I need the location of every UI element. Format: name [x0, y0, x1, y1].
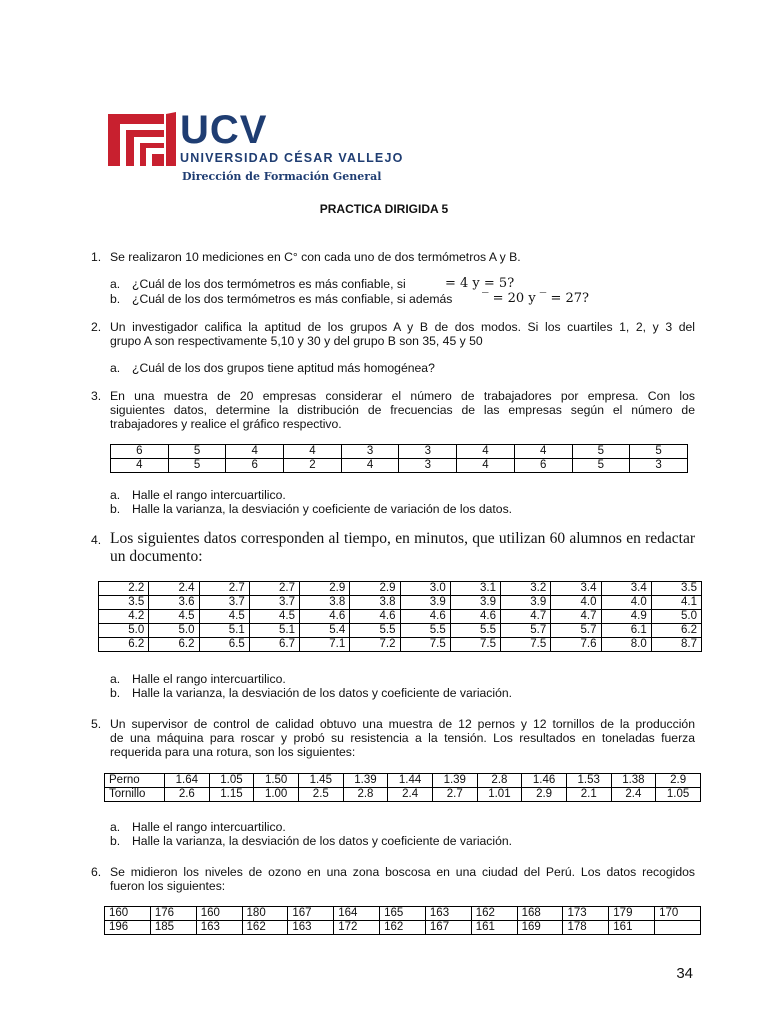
- item-marker: a.: [110, 277, 121, 291]
- department-name: Dirección de Formación General: [182, 170, 382, 183]
- table-cell: 7.6: [551, 638, 601, 652]
- table-row: [105, 774, 701, 788]
- table-cell: 3: [399, 459, 457, 473]
- table-row: [99, 624, 702, 638]
- table-cell: 162: [380, 921, 426, 935]
- table-cell: 4.1: [651, 596, 701, 610]
- table-cell: 6.7: [249, 638, 299, 652]
- question-number: 3.: [91, 389, 102, 403]
- table-cell: 5.5: [450, 624, 500, 638]
- table-cell: 2.9: [522, 788, 567, 802]
- table-cell: 4: [457, 445, 515, 459]
- table-cell: 2.4: [611, 788, 656, 802]
- table-cell: 2.7: [432, 788, 477, 802]
- item-marker: a.: [110, 672, 121, 686]
- table-cell: 179: [609, 907, 655, 921]
- table-cell: 5.7: [551, 624, 601, 638]
- table-cell: 2.4: [388, 788, 433, 802]
- table-cell: 4.6: [350, 610, 400, 624]
- table-cell: 4: [457, 459, 515, 473]
- table-row: [99, 638, 702, 652]
- logo-acronym: UCV: [180, 108, 268, 152]
- table-cell: 2.7: [199, 582, 249, 596]
- table-cell: 180: [242, 907, 288, 921]
- question-text-line: de una máquina para roscar y probó su resistencia a la tensión. Los resultados en toneladas fuerza: [110, 731, 695, 745]
- item-marker: a.: [110, 820, 121, 834]
- table-cell: 2.9: [350, 582, 400, 596]
- table-cell: 7.1: [300, 638, 350, 652]
- data-table-q4: [98, 581, 702, 652]
- table-cell: 4.6: [400, 610, 450, 624]
- table-cell: 2.8: [477, 774, 522, 788]
- table-cell: 3: [399, 445, 457, 459]
- table-cell: 178: [563, 921, 609, 935]
- table-cell: 4.5: [199, 610, 249, 624]
- table-cell: 5.1: [199, 624, 249, 638]
- table-cell: 2.7: [249, 582, 299, 596]
- table-cell: 5.1: [249, 624, 299, 638]
- table-cell: 4.6: [450, 610, 500, 624]
- table-cell: 161: [609, 921, 655, 935]
- question-number: 2.: [91, 320, 102, 334]
- table-cell: 7.5: [501, 638, 551, 652]
- table-cell: 6.2: [149, 638, 199, 652]
- table-cell: 4.0: [551, 596, 601, 610]
- table-cell: 1.44: [388, 774, 433, 788]
- table-cell: 5.7: [501, 624, 551, 638]
- table-cell: 4.0: [601, 596, 651, 610]
- question-text-line: requerida para una rotura, son los siguientes:: [110, 745, 356, 759]
- table-cell: 5.0: [149, 624, 199, 638]
- table-cell: 3: [341, 445, 399, 459]
- table-cell: 1.39: [343, 774, 388, 788]
- table-cell: 173: [563, 907, 609, 921]
- question-text-line: un documento:: [110, 548, 203, 565]
- table-cell: 1.05: [209, 774, 254, 788]
- item-marker: b.: [110, 834, 121, 848]
- table-row: [105, 907, 701, 921]
- table-cell: 3.1: [450, 582, 500, 596]
- table-cell: 161: [471, 921, 517, 935]
- question-text-line: Un supervisor de control de calidad obtuvo una muestra de 12 pernos y 12 tornillos de la producción: [110, 717, 695, 731]
- item-text: Halle la varianza, la desviación de los datos y coeficiente de variación.: [132, 834, 513, 848]
- table-cell: 4.7: [551, 610, 601, 624]
- table-cell: 1.64: [165, 774, 210, 788]
- table-cell: 2.4: [149, 582, 199, 596]
- university-brand: [180, 110, 404, 183]
- table-cell: 5: [630, 445, 688, 459]
- table-cell: 5: [168, 445, 226, 459]
- question-text-line: Se midieron los niveles de ozono en una zona boscosa en una ciudad del Perú. Los datos recogidos: [110, 865, 695, 879]
- table-cell: 4: [341, 459, 399, 473]
- table-cell: 2.8: [343, 788, 388, 802]
- table-cell: 3.9: [450, 596, 500, 610]
- item-marker: a.: [110, 361, 121, 375]
- row-header-cell: Perno: [105, 774, 165, 788]
- table-cell: 3.0: [400, 582, 450, 596]
- table-cell: 3.9: [501, 596, 551, 610]
- question-text: Se realizaron 10 mediciones en C° con cada uno de dos termómetros A y B.: [110, 250, 521, 264]
- table-cell: 1.00: [254, 788, 299, 802]
- table-cell: 1.39: [432, 774, 477, 788]
- table-cell: 2.9: [300, 582, 350, 596]
- page-number: 34: [676, 965, 693, 982]
- item-text: Halle el rango intercuartilico.: [132, 488, 286, 502]
- item-text: ¿Cuál de los dos termómetros es más confiable, si además: [132, 292, 453, 306]
- table-cell: 1.45: [298, 774, 343, 788]
- table-cell: 162: [471, 907, 517, 921]
- item-marker: a.: [110, 488, 121, 502]
- table-cell: 3.8: [300, 596, 350, 610]
- table-cell: 3: [630, 459, 688, 473]
- table-cell: 3.4: [551, 582, 601, 596]
- table-cell: 1.15: [209, 788, 254, 802]
- table-row: [105, 921, 701, 935]
- table-row: [99, 596, 702, 610]
- table-cell: 5: [168, 459, 226, 473]
- question-number: 6.: [91, 865, 102, 879]
- table-cell: 4.5: [149, 610, 199, 624]
- table-cell: 6: [514, 459, 572, 473]
- table-cell: 4: [111, 459, 169, 473]
- table-cell: 3.6: [149, 596, 199, 610]
- data-table-q3: [110, 444, 688, 473]
- table-cell: 3.9: [400, 596, 450, 610]
- table-cell: 169: [517, 921, 563, 935]
- item-marker: b.: [110, 686, 121, 700]
- question-text-line: Un investigador califica la aptitud de los grupos A y B de dos modos. Si los cuartiles 1, 2, y 3 del: [110, 320, 695, 334]
- item-marker: b.: [110, 292, 121, 306]
- table-cell: 3.8: [350, 596, 400, 610]
- table-cell: 4.9: [601, 610, 651, 624]
- table-cell: 163: [425, 907, 471, 921]
- table-cell: 1.46: [522, 774, 567, 788]
- item-text: ¿Cuál de los dos termómetros es más confiable, si: [132, 277, 406, 291]
- table-row: [105, 788, 701, 802]
- item-math: ‾ = 20 y ‾ = 27?: [482, 291, 589, 306]
- table-row: [111, 459, 688, 473]
- table-cell: 6.2: [99, 638, 149, 652]
- table-cell: 172: [334, 921, 380, 935]
- question-text-line: En una muestra de 20 empresas considerar el número de trabajadores por empresa. Con los: [110, 389, 695, 403]
- table-cell: 2.9: [656, 774, 701, 788]
- table-cell: 2.6: [165, 788, 210, 802]
- item-text: Halle el rango intercuartilico.: [132, 820, 286, 834]
- page-title: PRACTICA DIRIGIDA 5: [319, 202, 449, 216]
- table-cell: 4.6: [300, 610, 350, 624]
- table-cell: 5: [572, 445, 630, 459]
- table-cell: 167: [288, 907, 334, 921]
- table-cell: 2.5: [298, 788, 343, 802]
- row-header-cell: Tornillo: [105, 788, 165, 802]
- table-cell: 4: [514, 445, 572, 459]
- table-cell: 5.5: [400, 624, 450, 638]
- table-cell: 1.01: [477, 788, 522, 802]
- table-cell: 168: [517, 907, 563, 921]
- table-cell: 3.4: [601, 582, 651, 596]
- table-cell: 8.7: [651, 638, 701, 652]
- table-cell: [655, 921, 701, 935]
- question-text-line: Los siguientes datos corresponden al tiempo, en minutos, que utilizan 60 alumnos en redactar: [110, 530, 695, 547]
- table-cell: 5.4: [300, 624, 350, 638]
- question-text-line: grupo A son respectivamente 5,10 y 30 y del grupo B son 35, 45 y 50: [110, 334, 483, 348]
- table-cell: 6.2: [651, 624, 701, 638]
- table-row: [99, 610, 702, 624]
- table-cell: 6.1: [601, 624, 651, 638]
- table-row: [99, 582, 702, 596]
- table-cell: 4.7: [501, 610, 551, 624]
- table-cell: 2: [284, 459, 342, 473]
- table-cell: 170: [655, 907, 701, 921]
- table-cell: 185: [150, 921, 196, 935]
- question-number: 4.: [91, 533, 102, 547]
- ucv-logo-emblem: [106, 110, 178, 170]
- table-cell: 6.5: [199, 638, 249, 652]
- table-cell: 3.7: [249, 596, 299, 610]
- table-cell: 8.0: [601, 638, 651, 652]
- table-cell: 1.05: [656, 788, 701, 802]
- data-table-q6: [104, 906, 701, 935]
- item-text: Halle la varianza, la desviación de los datos y coeficiente de variación.: [132, 686, 513, 700]
- table-cell: 2.1: [566, 788, 611, 802]
- table-cell: 4: [226, 445, 284, 459]
- table-cell: 196: [105, 921, 151, 935]
- question-number: 5.: [91, 717, 102, 731]
- table-cell: 1.50: [254, 774, 299, 788]
- table-cell: 165: [380, 907, 426, 921]
- item-math: = 4 y = 5?: [445, 276, 515, 291]
- table-cell: 5.0: [651, 610, 701, 624]
- table-cell: 1.38: [611, 774, 656, 788]
- data-table-q5: [104, 773, 701, 802]
- table-cell: 3.5: [99, 596, 149, 610]
- question-text-line: siguientes datos, determine la distribución de frecuencias de las empresas según el número de: [110, 403, 695, 417]
- table-cell: 167: [425, 921, 471, 935]
- question-text-line: trabajadores y realice el gráfico respectivo.: [110, 417, 342, 431]
- table-cell: 6: [111, 445, 169, 459]
- table-cell: 4: [284, 445, 342, 459]
- table-cell: 176: [150, 907, 196, 921]
- table-cell: 163: [288, 921, 334, 935]
- table-cell: 162: [242, 921, 288, 935]
- table-cell: 7.5: [450, 638, 500, 652]
- table-cell: 164: [334, 907, 380, 921]
- item-text: ¿Cuál de los dos grupos tiene aptitud más homogénea?: [132, 361, 435, 375]
- table-row: [111, 445, 688, 459]
- item-text: Halle el rango intercuartilico.: [132, 672, 286, 686]
- table-cell: 160: [196, 907, 242, 921]
- university-name: UNIVERSIDAD CÉSAR VALLEJO: [180, 151, 404, 165]
- item-text: Halle la varianza, la desviación y coeficiente de variación de los datos.: [132, 502, 513, 516]
- table-cell: 3.2: [501, 582, 551, 596]
- table-cell: 5.5: [350, 624, 400, 638]
- table-cell: 3.7: [199, 596, 249, 610]
- question-number: 1.: [91, 250, 102, 264]
- table-cell: 5: [572, 459, 630, 473]
- item-marker: b.: [110, 502, 121, 516]
- table-cell: 4.2: [99, 610, 149, 624]
- table-cell: 160: [105, 907, 151, 921]
- table-cell: 7.2: [350, 638, 400, 652]
- table-cell: 4.5: [249, 610, 299, 624]
- table-cell: 2.2: [99, 582, 149, 596]
- table-cell: 7.5: [400, 638, 450, 652]
- table-cell: 5.0: [99, 624, 149, 638]
- table-cell: 1.53: [566, 774, 611, 788]
- table-cell: 3.5: [651, 582, 701, 596]
- table-cell: 6: [226, 459, 284, 473]
- table-cell: 163: [196, 921, 242, 935]
- question-text-line: fueron los siguientes:: [110, 879, 226, 893]
